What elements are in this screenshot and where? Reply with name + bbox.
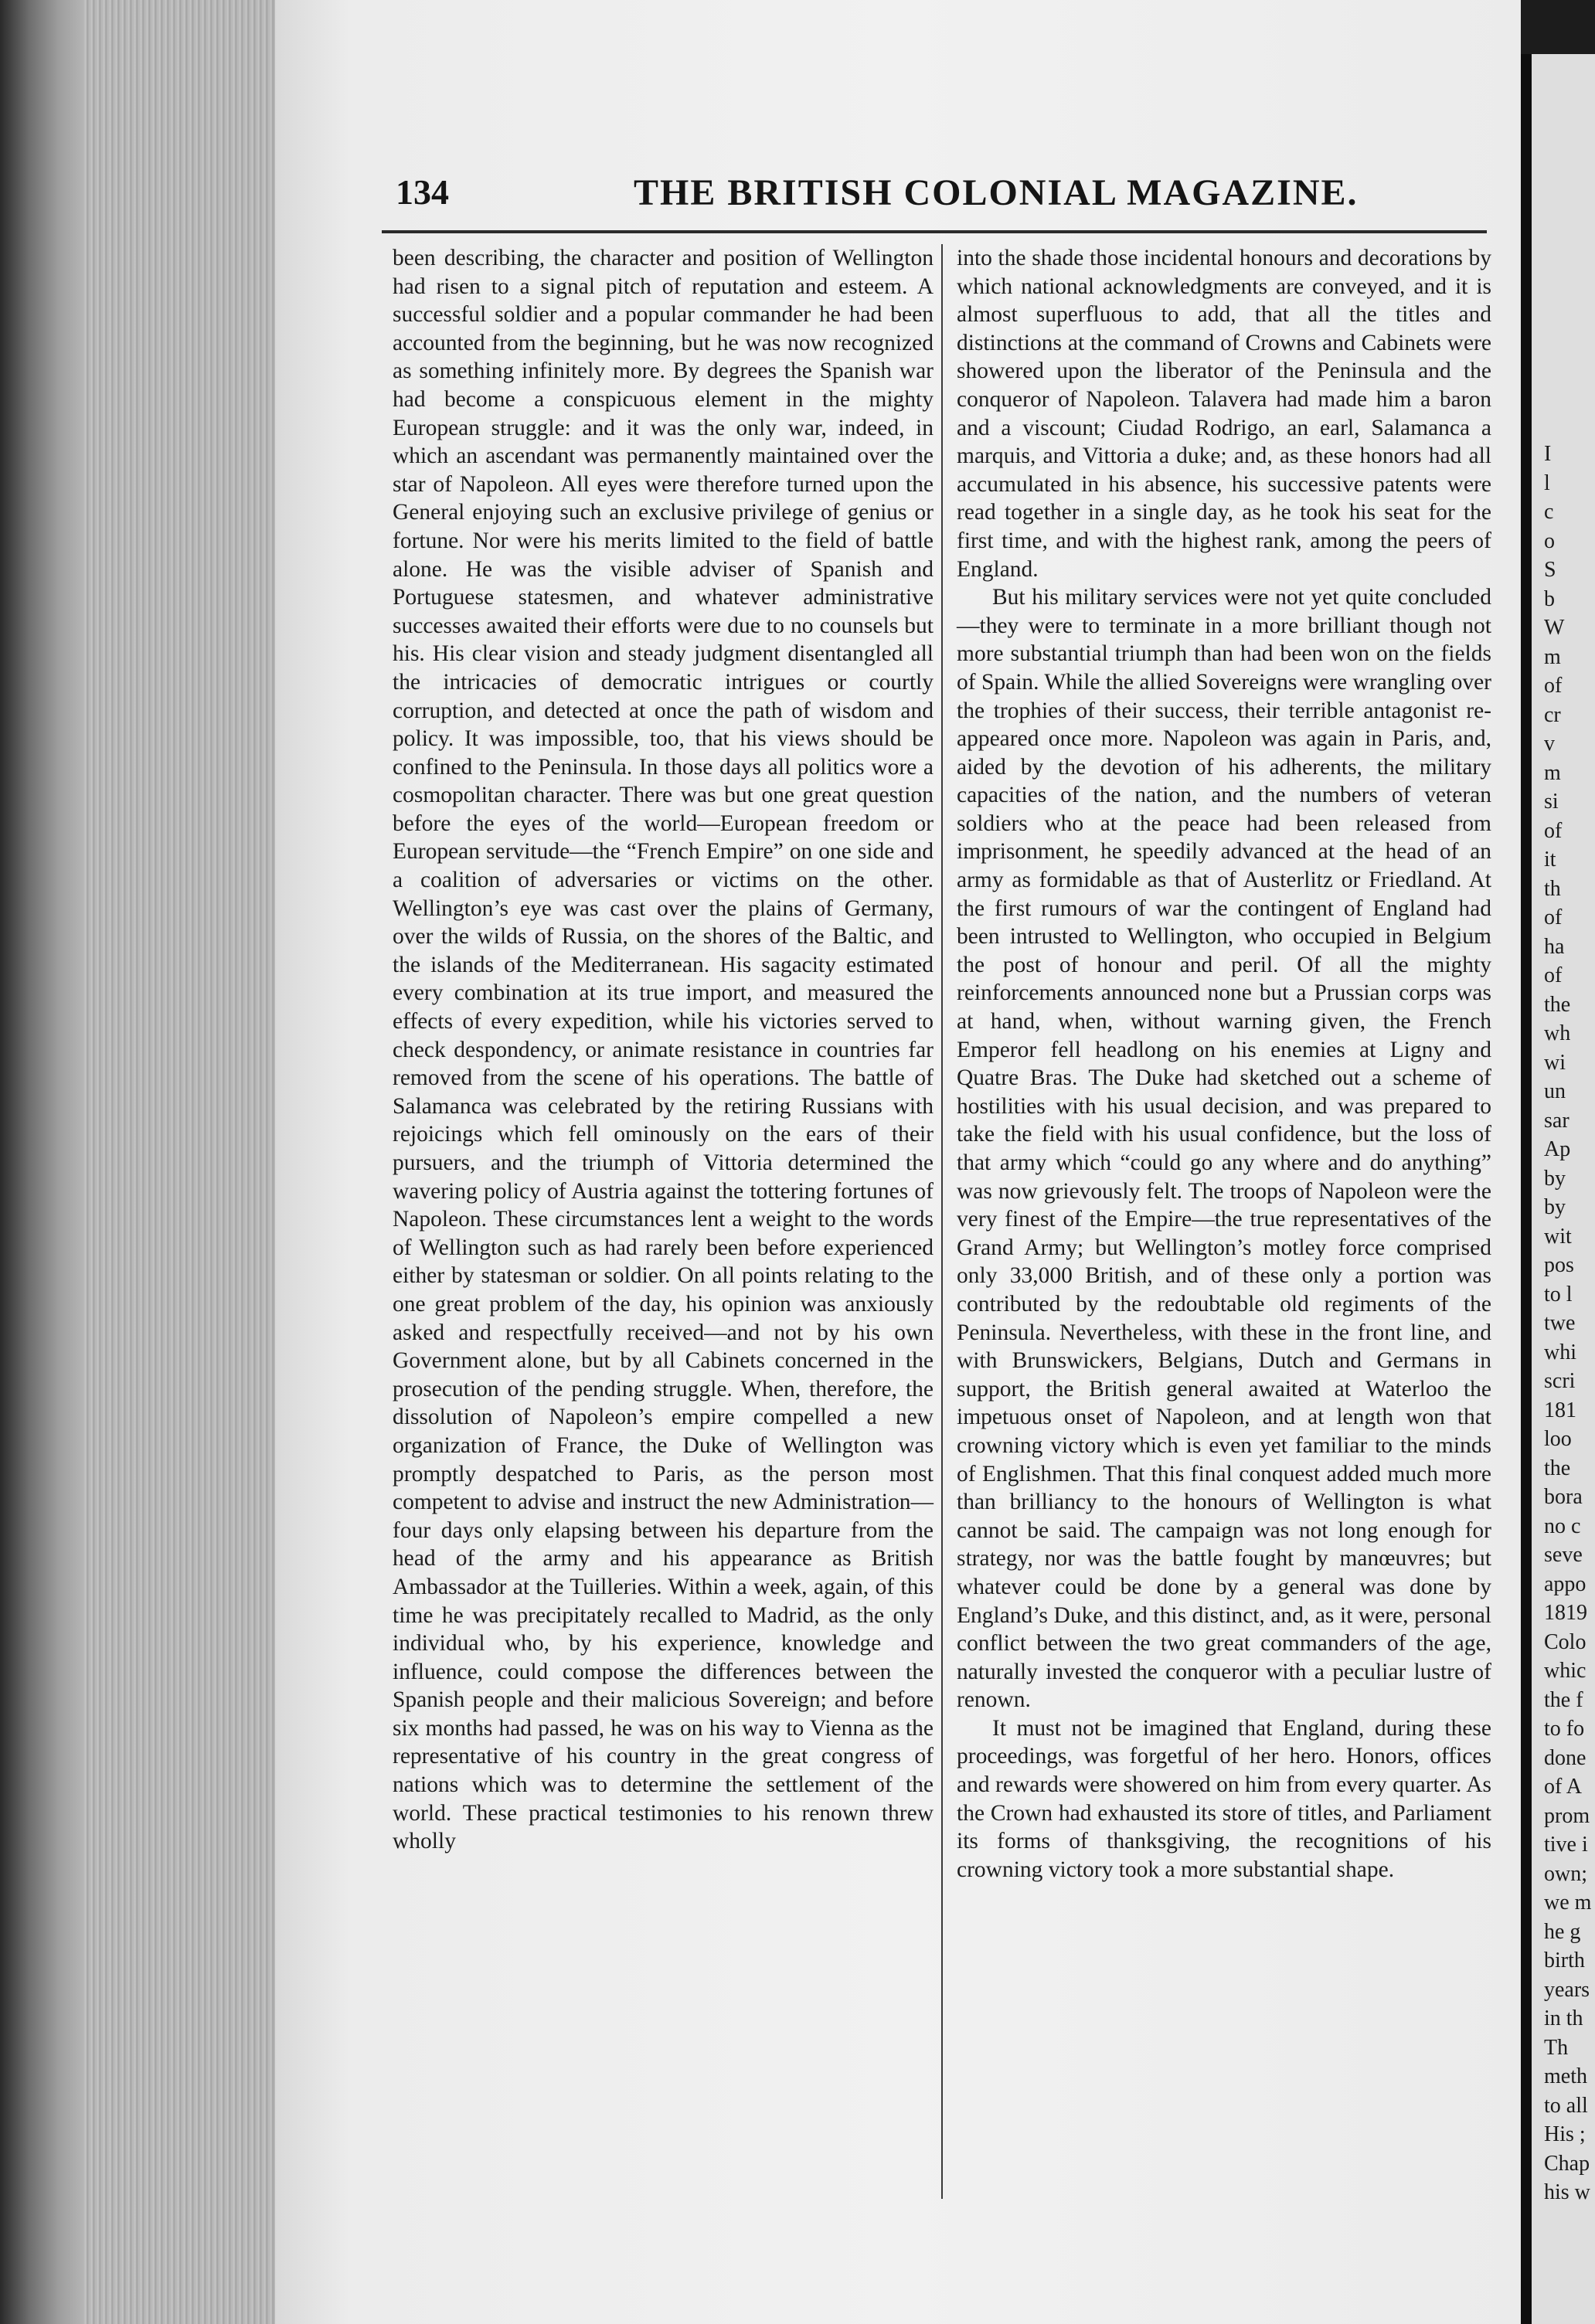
adjacent-page-fragment: bora bbox=[1544, 1485, 1583, 1509]
adjacent-page-fragment: to l bbox=[1544, 1282, 1573, 1306]
adjacent-page-fragment: b bbox=[1544, 586, 1555, 611]
adjacent-page-fragment: W bbox=[1544, 616, 1565, 640]
adjacent-page-fragment: of A bbox=[1544, 1775, 1582, 1799]
adjacent-page-fragment: S bbox=[1544, 558, 1556, 582]
adjacent-page-edge bbox=[1521, 54, 1595, 2324]
adjacent-page-fragment: of bbox=[1544, 818, 1563, 843]
left-paragraph-1: been describing, the character and position of Wellington had risen to a signal pitch of reputation and esteem. A successful soldier and a popular commander he had been accounted from the beginning, but he was now recognized as something infinitely more. By degrees the Spanish war had become a conspicuous element in the mighty European struggle: and it was the only war, indeed, in which an ascendant was permanently maintained over the star of Napoleon. All eyes were therefore turned upon the General enjoying such an exclusive privilege of genius or fortune. Nor were his merits limited to the field of battle alone. He was the visible adviser of Spanish and Portuguese statesmen, and whatever administrative successes awaited their efforts were due to no counsels but his. His clear vision and steady judgment disentangled all the intricacies of democratic intrigues or courtly corruption, and detected at once the path of wisdom and policy. It was impossible, too, that his views should be confined to the Peninsula. In those days all politics wore a cosmopolitan character. There was but one great question before the eyes of the world—European freedom or European servitude—the “French Empire” on one side and a coalition of adversaries or victims on the other. Wellington’s eye was cast over the plains of Germany, over the wilds of Russia, on the shores of the Baltic, and the islands of the Mediterranean. His sagacity estimated every combination at its true import, and measured the effects of every expedition, while his victories served to check despondency, or animate resistance in countries far removed from the scene of his operations. The battle of Salamanca was celebrated by the retiring Russians with rejoicings which fell ominously on the ears of their pursuers, and the triumph of Vittoria determined the wavering policy of Austria against the tottering fortunes of Napoleon. These circumstances lent a weight to the words of Wellington such as had rarely been before experienced either by statesman or soldier. On all points relating to the one great problem of the day, his opinion was anxiously asked and respectfully received—and not by his own Government alone, but by all Cabinets concerned in the prosecution of the pending struggle. When, therefore, the dissolution of Napoleon’s empire compelled a new organization of France, the Duke of Wellington was promptly despatched to Paris, as the person most competent to advise and instruct the new Administration—four days only elapsing between his departure from the head of the army and his appearance as British Ambassador at the Tuilleries. Within a week, again, of this time he was precipitately recalled to Madrid, as the only individual who, by his experience, knowledge and influence, could compose the differences between the Spanish people and their malicious Sovereign; and before six months had passed, he was on his way to Vienna as the representative of his country in the great congress of nations which was to determine the settlement of the world. These practical testimonies to his renown threw wholly bbox=[393, 246, 934, 1854]
adjacent-page-fragment: sar bbox=[1544, 1108, 1569, 1133]
adjacent-page-fragment: he g bbox=[1544, 1919, 1581, 1944]
adjacent-page-fragment: Chap bbox=[1544, 2151, 1590, 2176]
adjacent-page-fragment: wi bbox=[1544, 1050, 1566, 1075]
adjacent-page-fragment: to fo bbox=[1544, 1717, 1585, 1741]
adjacent-page-fragment: done bbox=[1544, 1745, 1586, 1770]
adjacent-page-fragment: his w bbox=[1544, 2180, 1590, 2204]
adjacent-page-fragment: Th bbox=[1544, 2035, 1569, 2060]
adjacent-page-fragment: seve bbox=[1544, 1543, 1583, 1567]
adjacent-page-fragment: prom bbox=[1544, 1803, 1590, 1828]
page-number: 134 bbox=[396, 172, 449, 212]
adjacent-page-fragment: His ; bbox=[1544, 2122, 1586, 2146]
adjacent-page-fragment: o bbox=[1544, 528, 1555, 553]
running-head: THE BRITISH COLONIAL MAGAZINE. bbox=[634, 172, 1359, 213]
adjacent-page-fragment: v bbox=[1544, 732, 1555, 756]
header-rule bbox=[382, 230, 1487, 233]
adjacent-page-fragment: si bbox=[1544, 790, 1559, 814]
adjacent-page-fragment: l bbox=[1544, 471, 1550, 495]
adjacent-page-fragment: own; bbox=[1544, 1861, 1587, 1886]
adjacent-page-fragment: the f bbox=[1544, 1687, 1583, 1712]
adjacent-page-fragment: to all bbox=[1544, 2093, 1588, 2118]
right-paragraph-1: into the shade those incidental honours and decorations by which national acknowledgments are conveyed, and it is almost superfluous to add, that all the titles and distinctions at the command of Crowns and Cabinets were showered upon the liberator of the Peninsula and the conqueror of Napoleon. Talavera had made him a baron and a viscount; Ciudad Rodrigo, an earl, Salamanca a marquis, and Vittoria a duke; and, as these honors had all accumulated in his absence, his successive patents were read together in a single day, as he took his seat for the first time, and with the highest rank, among the peers of England. bbox=[957, 246, 1491, 582]
right-column bbox=[957, 244, 1491, 1884]
adjacent-page-fragment: appo bbox=[1544, 1571, 1586, 1596]
adjacent-page-fragment: scri bbox=[1544, 1369, 1576, 1393]
adjacent-page-fragment: loo bbox=[1544, 1427, 1572, 1451]
right-paragraph-3: It must not be imagined that England, during these proceedings, was forgetful of her hero. Honors, offices and rewards were showered on him from every quarter. As the Crown had exhausted its store of titles, and Parliament its forms of thanksgiving, the recognitions of his crowning victory took a more substantial shape. bbox=[957, 1715, 1491, 1882]
adjacent-page-fragment: no c bbox=[1544, 1514, 1581, 1538]
adjacent-page-fragment: m bbox=[1544, 760, 1561, 785]
adjacent-page-fragment: th bbox=[1544, 876, 1561, 901]
adjacent-page-fragment: 1819 bbox=[1544, 1601, 1587, 1625]
adjacent-page-fragment: whi bbox=[1544, 1340, 1576, 1364]
gutter-shadow bbox=[1521, 54, 1532, 2324]
right-paragraph-2: But his military services were not yet quite concluded—they were to terminate in a more brilliant though not more substantial triumph than had been won on the fields of Spain. While the allied Sovereigns were wrangling over the trophies of their success, their terrible antagonist re-appeared once more. Napoleon was again in Paris, and, aided by the devotion of his adherents, the military capacities of the nation, and the numbers of veteran soldiers who at the peace had been released from imprisonment, he speedily advanced at the head of an army as formidable as that of Austerlitz or Friedland. At the first rumours of war the contingent of England had been intrusted to Wellington, who occupied in Belgium the post of honour and peril. Of all the mighty reinforcements announced none but a Prussian corps was at hand, when, without warning given, the French Emperor fell headlong on his enemies at Ligny and Quatre Bras. The Duke had sketched out a scheme of hostilities with his usual decision, and was prepared to take the field with his usual confidence, but the loss of that army which “could go any where and do anything” was now grievously felt. The troops of Napoleon were the very finest of the Empire—the true representatives of the Grand Army; but Wellington’s motley force comprised only 33,000 British, and of these only a portion was contributed by the redoubtable old regiments of the Peninsula. Nevertheless, with these in the front line, and with Brunswickers, Belgians, Dutch and Germans in support, the British general awaited at Waterloo the impetuous onset of Napoleon, and at length won that crowning victory which is even yet familiar to the minds of Englishmen. That this final conquest added much more than brilliancy to the honours of Wellington is what cannot be said. The campaign was not long enough for strategy, nor was the battle fought by manœuvres; but whatever could be done by a general was done by England’s Duke, and this distinct, and, as it were, personal conflict between the two great commanders of the age, naturally invested the conqueror with a peculiar lustre of renown. bbox=[957, 585, 1491, 1713]
adjacent-page-fragment: birth bbox=[1544, 1949, 1585, 1972]
adjacent-page-fragment: we m bbox=[1544, 1891, 1592, 1915]
adjacent-page-fragment: the bbox=[1544, 992, 1571, 1017]
adjacent-page-fragment: Ap bbox=[1544, 1137, 1571, 1161]
left-column bbox=[393, 244, 934, 1856]
book-binding bbox=[0, 0, 83, 2324]
adjacent-page-fragment: by bbox=[1544, 1195, 1566, 1219]
adjacent-page-fragment: wh bbox=[1544, 1021, 1571, 1045]
adjacent-page-fragment: of bbox=[1544, 963, 1563, 987]
adjacent-page-fragment: meth bbox=[1544, 2064, 1587, 2088]
adjacent-page-fragment: whic bbox=[1544, 1659, 1586, 1683]
adjacent-page-fragment: of bbox=[1544, 674, 1563, 698]
adjacent-page-fragment: Colo bbox=[1544, 1629, 1586, 1654]
adjacent-page-fragment: tive i bbox=[1544, 1833, 1588, 1857]
adjacent-page-fragment: m bbox=[1544, 644, 1561, 669]
adjacent-page-fragment: of bbox=[1544, 905, 1563, 929]
adjacent-page-fragment: 181 bbox=[1544, 1398, 1576, 1422]
adjacent-page-fragment: c bbox=[1544, 500, 1554, 524]
adjacent-page-fragment: the bbox=[1544, 1456, 1571, 1480]
adjacent-page-fragment: un bbox=[1544, 1079, 1566, 1103]
adjacent-page-fragment: wit bbox=[1544, 1224, 1572, 1249]
page-edges bbox=[83, 0, 275, 2324]
adjacent-page-fragment: by bbox=[1544, 1166, 1566, 1191]
adjacent-page-fragment: pos bbox=[1544, 1253, 1574, 1277]
adjacent-page-fragment: ha bbox=[1544, 934, 1565, 959]
adjacent-page-fragment: years bbox=[1544, 1977, 1590, 2002]
adjacent-page-fragment: cr bbox=[1544, 702, 1561, 727]
adjacent-page-fragment: in th bbox=[1544, 2006, 1583, 2030]
adjacent-page-fragment: twe bbox=[1544, 1311, 1576, 1335]
adjacent-page-fragment: it bbox=[1544, 848, 1556, 872]
column-divider bbox=[941, 244, 943, 2199]
adjacent-page-fragment: I bbox=[1544, 442, 1552, 466]
